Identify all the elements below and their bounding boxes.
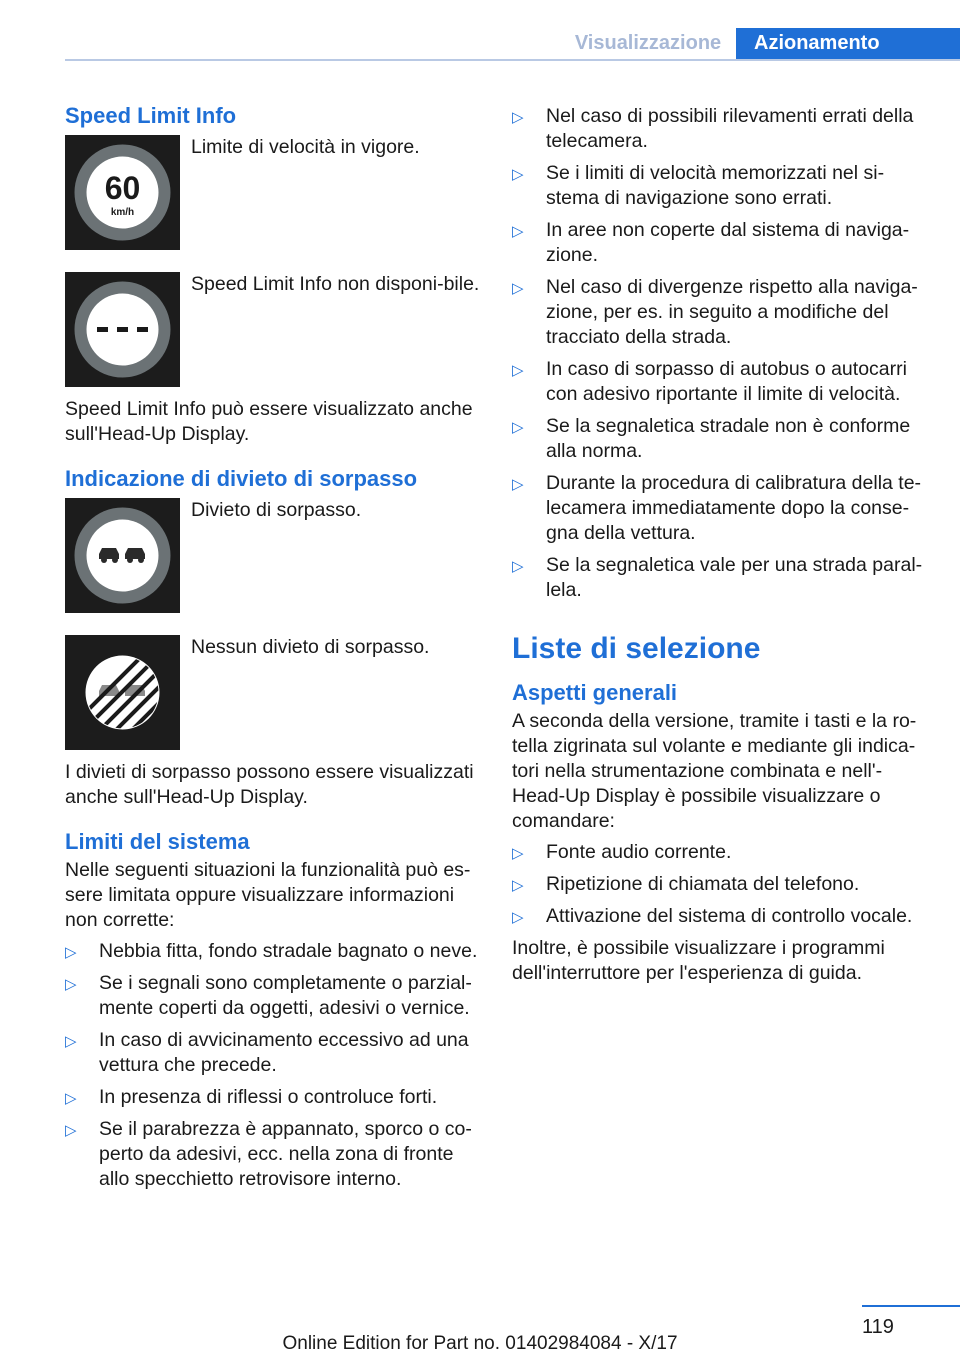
footer-divider [862,1305,960,1307]
list-item: ▷ In caso di avvicinamento eccessivo ad una vettura che precede. [65,1029,469,1076]
sign-end-overtaking-caption: Nessun divieto di sorpasso. [191,636,430,658]
triangle-bullet-icon: ▷ [512,877,524,894]
limits-intro: Nelle seguenti situazioni la funzionalità può es-sere limitata oppure visualizzare informazioni non corrette: [65,859,471,931]
speed-limit-unavailable-icon [65,272,180,387]
triangle-bullet-icon: ▷ [512,109,524,126]
sign-row-speed-limit [65,135,480,250]
triangle-bullet-icon: ▷ [512,845,524,862]
triangle-bullet-icon: ▷ [65,976,77,993]
sign-row-no-overtaking [65,498,480,613]
list-item: ▷ Se la segnaletica vale per una strada paral-lela. [512,554,923,601]
selection-lists-heading: Liste di selezione [512,632,761,665]
triangle-bullet-icon: ▷ [512,223,524,240]
sign-no-overtaking-caption: Divieto di sorpasso. [191,499,362,521]
list-item: ▷ Nel caso di possibili rilevamenti errati della telecamera. [512,105,914,152]
list-item: ▷ In presenza di riflessi o controluce forti. [65,1085,480,1110]
no-overtaking-icon [65,498,180,613]
list-item: ▷ Se i limiti di velocità memorizzati nel si-stema di navigazione sono errati. [512,162,885,209]
triangle-bullet-icon: ▷ [65,1122,77,1139]
triangle-bullet-icon: ▷ [65,944,77,961]
speed-limit-heading: Speed Limit Info [65,103,237,128]
sign-na-caption: Speed Limit Info non disponi-bile. [191,273,480,295]
list-item: ▷ Fonte audio corrente. [512,840,932,865]
list-item: ▷ Se la segnaletica stradale non è conforme alla norma. [512,415,911,462]
edition-footer: Online Edition for Part no. 01402984084 - X/17 [282,1333,678,1354]
speed-limit-60-icon [65,135,180,250]
triangle-bullet-icon: ▷ [512,166,524,183]
triangle-bullet-icon: ▷ [512,909,524,926]
list-item: ▷ Se i segnali sono completamente o parzial-mente coperti da oggetti, adesivi o vernice. [65,972,472,1019]
sign-row-not-available [65,272,480,387]
triangle-bullet-icon: ▷ [512,558,524,575]
general-list [512,840,932,929]
limits-heading: Limiti del sistema [65,829,250,854]
list-item: ▷ Nel caso di divergenze rispetto alla naviga-zione, per es. in seguito a modifiche del tracciato della strada. [512,276,918,348]
triangle-bullet-icon: ▷ [512,419,524,436]
tab-azionamento[interactable]: Azionamento [736,28,960,61]
general-outro: Inoltre, è possibile visualizzare i programmi dell'interruttore per l'esperienza di guida. [512,937,885,984]
left-column [65,100,480,1199]
speed-limit-note: Speed Limit Info può essere visualizzato anche sull'Head-Up Display. [65,398,473,445]
end-no-overtaking-icon [65,635,180,750]
general-heading: Aspetti generali [512,680,678,705]
no-overtaking-heading: Indicazione di divieto di sorpasso [65,466,418,491]
list-item: ▷ Attivazione del sistema di controllo vocale. [512,904,932,929]
triangle-bullet-icon: ▷ [512,476,524,493]
triangle-bullet-icon: ▷ [512,362,524,379]
tab-visualizzazione[interactable]: Visualizzazione [574,32,722,54]
triangle-bullet-icon: ▷ [65,1090,77,1107]
list-item: ▷ In caso di sorpasso di autobus o autocarri con adesivo riportante il limite di velocità. [512,358,907,405]
sign-row-end-overtaking [65,635,480,750]
triangle-bullet-icon: ▷ [512,280,524,297]
sign-60-caption: Limite di velocità in vigore. [191,136,420,158]
general-intro: A seconda della versione, tramite i tasti e la ro-tella zigrinata sul volante e mediante gli indica-tori nella strumentazione combinata e nell'-Head-Up Display è possibile visualizzare o comandare: [512,710,917,832]
sign-60-number: 60 [104,170,141,206]
triangle-bullet-icon: ▷ [65,1033,77,1050]
list-item: ▷ Ripetizione di chiamata del telefono. [512,872,932,897]
right-column [512,100,932,986]
list-item: ▷ Nebbia fitta, fondo stradale bagnato o neve. [65,939,480,964]
header-divider [65,59,960,61]
list-item: ▷ Durante la procedura di calibratura della te-lecamera immediatamente dopo la conse-gna della vettura. [512,472,922,544]
limits-list-continued [512,104,932,603]
limits-list [65,939,480,1192]
overtaking-note: I divieti di sorpasso possono essere visualizzati anche sull'Head-Up Display. [65,761,474,808]
sign-60-unit: km/h [110,207,135,218]
list-item: ▷ Se il parabrezza è appannato, sporco o co-perto da adesivi, ecc. nella zona di fronte allo specchietto retrovisore interno. [65,1118,472,1190]
page-number: 119 [862,1316,894,1338]
list-item: ▷ In aree non coperte dal sistema di naviga-zione. [512,219,910,266]
